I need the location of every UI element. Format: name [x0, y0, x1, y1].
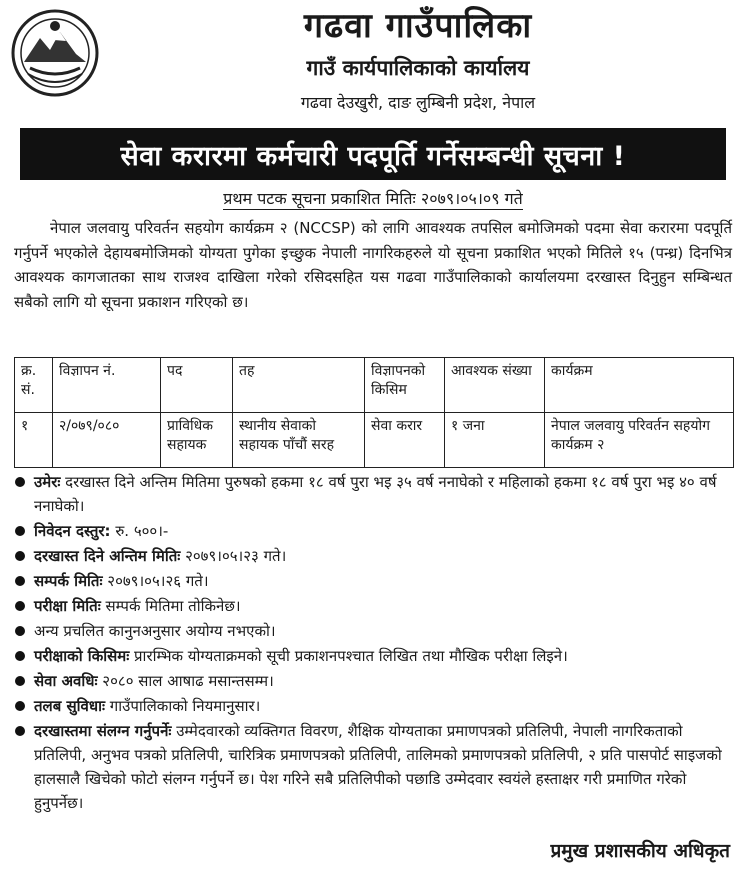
- item-text: गाउँपालिकाको नियमानुसार।: [105, 697, 261, 715]
- item-text: २०७९।०५।२६ गते।: [102, 572, 209, 590]
- cell-program: नेपाल जलवायु परिवर्तन सहयोग कार्यक्रम २: [545, 413, 734, 468]
- item-label: सम्पर्क मितिः: [34, 572, 103, 590]
- list-item-deadline: [14, 544, 734, 568]
- item-label: परीक्षा मितिः: [34, 597, 101, 615]
- vacancy-table: [14, 357, 734, 468]
- item-text: उम्मेदवारको व्यक्तिगत विवरण, शैक्षिक योग्यताका प्रमाणपत्रको प्रतिलिपी, नेपाली नागरिकताको प्रतिलिपी, अनुभव पत्रको प्रतिलिपी, चारित्रिक प्रमाणपत्रको प्रतिलिपी, तालिमको प्रमाणपत्रको प्रतिलिपी, २ प्रति पासपोर्ट साइजको हालसालै खिचेको फोटो संलग्न गर्नुपर्ने छ। पेश गरिने सबै प्रतिलिपीको पछाडि उम्मेदवार स्वयंले हस्ताक्षर गरी प्रमाणित गरेको हुनुपर्नेछ।: [34, 722, 722, 812]
- list-item-service-period: [14, 669, 734, 693]
- item-label: तलब सुविधाः: [34, 697, 106, 715]
- office-address: गढवा देउखुरी, दाङ लुम्बिनी प्रदेश, नेपाल: [300, 93, 536, 112]
- item-label: दरखास्त दिने अन्तिम मितिः: [34, 547, 181, 565]
- cell-serial: १: [15, 413, 53, 468]
- item-text: दरखास्त दिने अन्तिम मितिमा पुरुषको हकमा १८ वर्ष पुरा भइ ३५ वर्ष ननाघेको र महिलाको हकमा १८ वर्ष पुरा भइ ४० वर्ष ननाघेको।: [34, 473, 717, 515]
- publication-date: [0, 188, 746, 210]
- bullet-icon: [15, 676, 25, 686]
- cell-ad-number: २/०७९/०८०: [53, 413, 161, 468]
- office-subtitle: गाउँ कार्यपालिकाको कार्यालय: [306, 56, 530, 80]
- col-header-level: तह: [233, 358, 365, 413]
- col-header-required-count: आवश्यक संख्या: [445, 358, 545, 413]
- notice-heading: सेवा करारमा कर्मचारी पदपूर्ति गर्नेसम्बन्धी सूचना !: [120, 140, 626, 172]
- col-header-ad-type: विज्ञापनको किसिम: [365, 358, 445, 413]
- item-text: रु. ५००।-: [110, 522, 169, 540]
- bullet-icon: [15, 701, 25, 711]
- bullet-icon: [15, 576, 25, 586]
- item-label: उमेरः: [34, 473, 61, 491]
- bullet-icon: [15, 551, 25, 561]
- item-text: अन्य प्रचलित कानुनअनुसार अयोग्य नभएको।: [34, 622, 276, 640]
- list-item-salary: [14, 694, 734, 718]
- bullet-icon: [15, 477, 25, 487]
- table-row: [15, 413, 734, 468]
- item-label: परीक्षाको किसिमः: [34, 647, 130, 665]
- item-label: निवेदन दस्तुर:: [34, 522, 111, 540]
- item-text: २०७९।०५।२३ गते।: [180, 547, 287, 565]
- list-item-exam-date: [14, 594, 734, 618]
- list-item-documents: [14, 719, 734, 815]
- bullet-icon: [15, 651, 25, 661]
- bullet-icon: [15, 626, 25, 636]
- item-text: २०८० साल आषाढ मसान्तसम्म।: [97, 672, 274, 690]
- requirements-list: [14, 470, 734, 816]
- publication-date-text: प्रथम पटक सूचना प्रकाशित मितिः २०७९।०५।०९ गते: [223, 189, 523, 208]
- item-text: प्रारम्भिक योग्यताक्रमको सूची प्रकाशनपश्चात लिखित तथा मौखिक परीक्षा लिइने।: [129, 647, 568, 665]
- item-label: दरखास्तमा संलग्न गर्नुपर्नेः: [34, 722, 172, 740]
- bullet-icon: [15, 601, 25, 611]
- table-header-row: [15, 358, 734, 413]
- list-item-contact-date: [14, 569, 734, 593]
- government-emblem-icon: [10, 8, 100, 98]
- list-item-eligibility: [14, 619, 734, 643]
- col-header-post: पद: [161, 358, 233, 413]
- list-item-exam-type: [14, 644, 734, 668]
- list-item-age: [14, 470, 734, 518]
- list-item-fee: [14, 519, 734, 543]
- intro-paragraph: नेपाल जलवायु परिवर्तन सहयोग कार्यक्रम २ (NCCSP) को लागि आवश्यक तपसिल बमोजिमको पदमा सेवा करारमा पदपूर्ति गर्नुपर्ने भएकोले देहायबमोजिमको योग्यता पुगेका इच्छुक नेपाली नागरिकहरुले यो सूचना प्रकाशित भएको मितिले १५ (पन्ध्र) दिनभित्र आवश्यक कागजातका साथ राजश्व दाखिला गरेको रसिदसहित यस गढवा गाउँपालिकाको कार्यालयमा दरखास्त दिनुहुन सम्बिन्धत सबैको लागि यो सूचना प्रकाशन गरिएको छ।: [14, 219, 732, 311]
- signatory-title: प्रमुख प्रशासकीय अधिकृत: [550, 840, 730, 862]
- cell-post: प्राविधिक सहायक: [161, 413, 233, 468]
- item-label: सेवा अवधिः: [34, 672, 98, 690]
- col-header-program: कार्यक्रम: [545, 358, 734, 413]
- notice-banner: [20, 128, 726, 180]
- cell-level: स्थानीय सेवाको सहायक पाँचौं सरह: [233, 413, 365, 468]
- col-header-ad-number: विज्ञापन नं.: [53, 358, 161, 413]
- bullet-icon: [15, 526, 25, 536]
- municipality-title: गढवा गाउँपालिका: [303, 6, 533, 46]
- col-header-serial: क्र. सं.: [15, 358, 53, 413]
- item-text: सम्पर्क मितिमा तोकिनेछ।: [100, 597, 241, 615]
- cell-ad-type: सेवा करार: [365, 413, 445, 468]
- bullet-icon: [15, 726, 25, 736]
- cell-required-count: १ जना: [445, 413, 545, 468]
